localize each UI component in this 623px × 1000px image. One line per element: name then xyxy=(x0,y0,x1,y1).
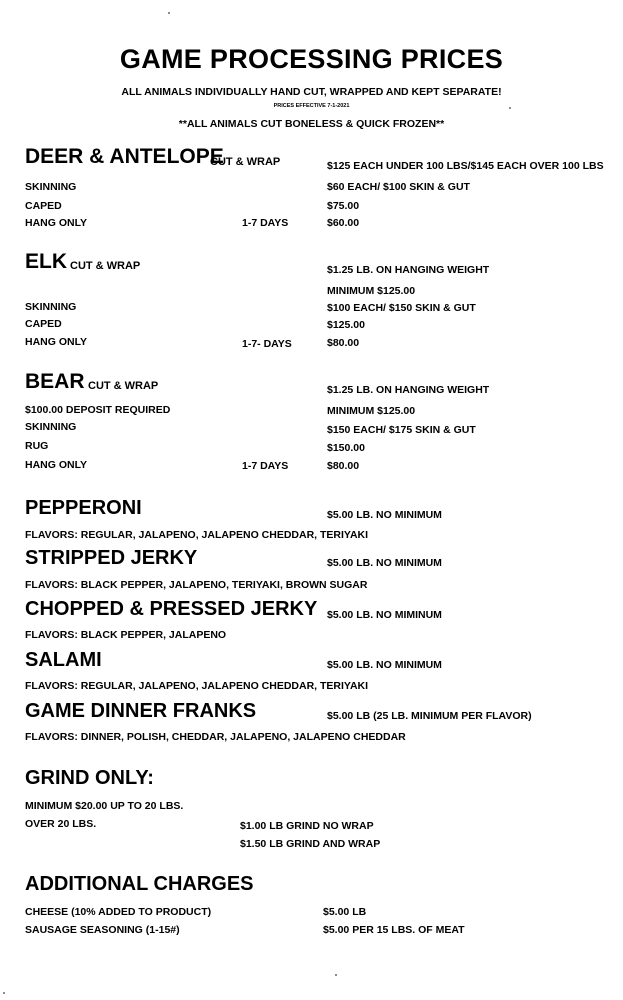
salami-heading: SALAMI xyxy=(25,649,102,671)
subtitle: ALL ANIMALS INDIVIDUALLY HAND CUT, WRAPPED AND KEPT SEPARATE! xyxy=(121,86,502,98)
bear-rug-label: RUG xyxy=(25,440,49,452)
deer-price: $125 EACH UNDER 100 LBS/$145 EACH OVER 100 LBS xyxy=(327,160,604,172)
scan-speck xyxy=(3,992,5,994)
seasoning-price: $5.00 PER 15 LBS. OF MEAT xyxy=(323,924,465,936)
bear-heading: BEAR xyxy=(25,370,85,393)
deer-hang-price: $60.00 xyxy=(327,217,360,229)
grind-minimum: MINIMUM $20.00 UP TO 20 LBS. xyxy=(25,800,184,812)
grind-nowrap-price: $1.00 LB GRIND NO WRAP xyxy=(240,820,374,832)
elk-price: $1.25 LB. ON HANGING WEIGHT xyxy=(327,264,490,276)
pepperoni-flavors: FLAVORS: REGULAR, JALAPENO, JALAPENO CHEDDAR, TERIYAKI xyxy=(25,529,369,541)
seasoning-label: SAUSAGE SEASONING (1-15#) xyxy=(25,924,180,936)
bear-hang-label: HANG ONLY xyxy=(25,459,88,471)
elk-caped-price: $125.00 xyxy=(327,319,365,331)
cheese-price: $5.00 LB xyxy=(323,906,367,918)
bear-skinning-label: SKINNING xyxy=(25,421,77,433)
franks-price: $5.00 LB (25 LB. MINIMUM PER FLAVOR) xyxy=(327,710,532,722)
deer-skinning-price: $60 EACH/ $100 SKIN & GUT xyxy=(327,181,470,193)
effective-date: PRICES EFFECTIVE 7-1-2021 xyxy=(273,103,350,109)
deer-hang-days: 1-7 DAYS xyxy=(242,217,289,229)
bear-deposit: $100.00 DEPOSIT REQUIRED xyxy=(25,404,171,416)
pepperoni-price: $5.00 LB. NO MINIMUM xyxy=(327,509,442,521)
deer-caped-label: CAPED xyxy=(25,200,62,212)
elk-tag: CUT & WRAP xyxy=(70,260,141,272)
chopped-jerky-price: $5.00 LB. NO MIMINUM xyxy=(327,609,442,621)
bear-tag: CUT & WRAP xyxy=(88,380,159,392)
bear-rug-price: $150.00 xyxy=(327,442,365,454)
elk-heading: ELK xyxy=(25,250,67,273)
scan-speck xyxy=(168,12,170,14)
bear-hang-price: $80.00 xyxy=(327,460,360,472)
elk-hang-price: $80.00 xyxy=(327,337,360,349)
grind-over-label: OVER 20 LBS. xyxy=(25,818,97,830)
salami-price: $5.00 LB. NO MINIMUM xyxy=(327,659,442,671)
chopped-jerky-heading: CHOPPED & PRESSED JERKY xyxy=(25,598,318,620)
stripped-jerky-heading: STRIPPED JERKY xyxy=(25,547,198,569)
elk-minimum: MINIMUM $125.00 xyxy=(327,285,416,297)
scan-speck xyxy=(509,107,511,109)
deer-tag: CUT & WRAP xyxy=(210,156,281,168)
boneless-note: **ALL ANIMALS CUT BONELESS & QUICK FROZEN** xyxy=(178,118,445,130)
additional-heading: ADDITIONAL CHARGES xyxy=(25,873,254,895)
grind-heading: GRIND ONLY: xyxy=(25,767,154,789)
bear-skinning-price: $150 EACH/ $175 SKIN & GUT xyxy=(327,424,476,436)
deer-caped-price: $75.00 xyxy=(327,200,360,212)
franks-heading: GAME DINNER FRANKS xyxy=(25,700,257,722)
elk-hang-label: HANG ONLY xyxy=(25,336,88,348)
pepperoni-heading: PEPPERONI xyxy=(25,497,142,519)
elk-skinning-label: SKINNING xyxy=(25,301,77,313)
bear-price: $1.25 LB. ON HANGING WEIGHT xyxy=(327,384,490,396)
franks-flavors: FLAVORS: DINNER, POLISH, CHEDDAR, JALAPENO, JALAPENO CHEDDAR xyxy=(25,731,406,743)
bear-hang-days: 1-7 DAYS xyxy=(242,460,289,472)
bear-minimum: MINIMUM $125.00 xyxy=(327,405,416,417)
chopped-jerky-flavors: FLAVORS: BLACK PEPPER, JALAPENO xyxy=(25,629,227,641)
page-title: GAME PROCESSING PRICES xyxy=(119,44,504,74)
deer-skinning-label: SKINNING xyxy=(25,181,77,193)
stripped-jerky-price: $5.00 LB. NO MINIMUM xyxy=(327,557,442,569)
elk-hang-days: 1-7- DAYS xyxy=(242,338,292,350)
grind-wrap-price: $1.50 LB GRIND AND WRAP xyxy=(240,838,381,850)
salami-flavors: FLAVORS: REGULAR, JALAPENO, JALAPENO CHEDDAR, TERIYAKI xyxy=(25,680,369,692)
elk-caped-label: CAPED xyxy=(25,318,62,330)
elk-skinning-price: $100 EACH/ $150 SKIN & GUT xyxy=(327,302,476,314)
cheese-label: CHEESE (10% ADDED TO PRODUCT) xyxy=(25,906,212,918)
stripped-jerky-flavors: FLAVORS: BLACK PEPPER, JALAPENO, TERIYAKI, BROWN SUGAR xyxy=(25,579,368,591)
scan-speck xyxy=(335,974,337,976)
deer-heading: DEER & ANTELOPE xyxy=(25,145,224,168)
deer-hang-label: HANG ONLY xyxy=(25,217,88,229)
